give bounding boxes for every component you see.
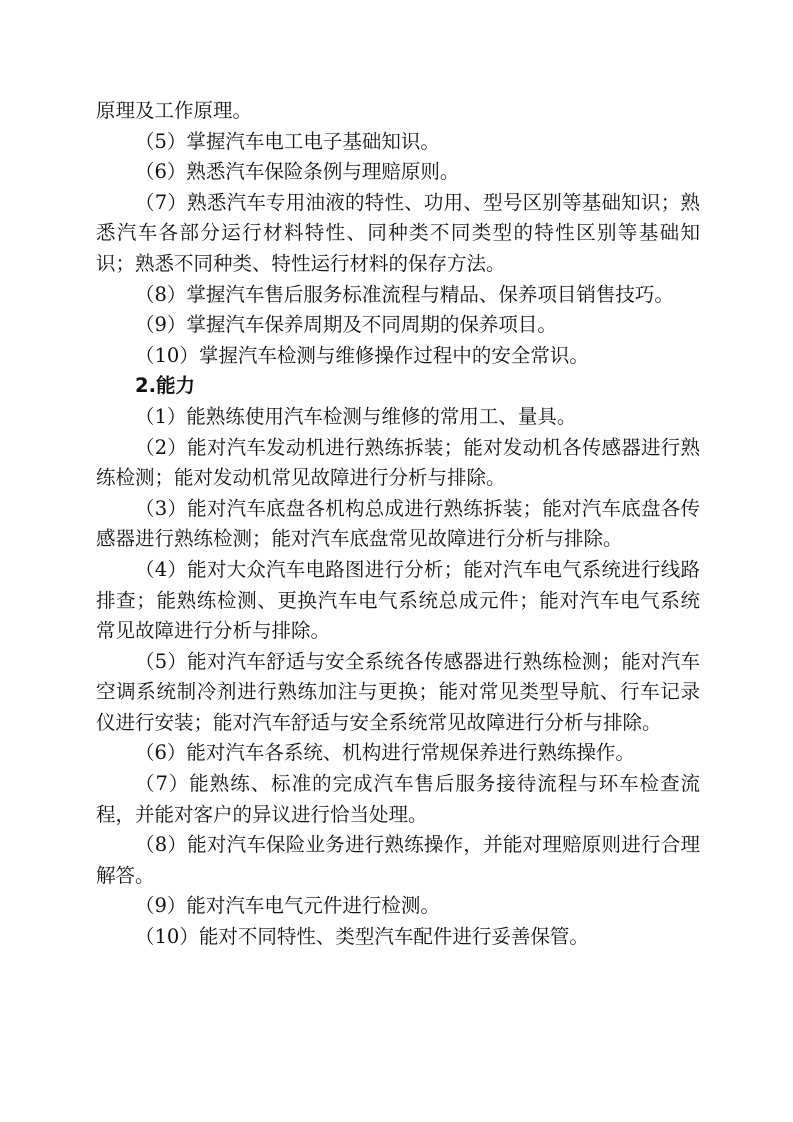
ability-item-10: （10）能对不同特性、类型汽车配件进行妥善保管。 [135,925,589,949]
ability-item-9: （9）能对汽车电气元件进行检测。 [135,894,440,918]
knowledge-item-7: （7）熟悉汽车专用油液的特性、功用、型号区别等基础知识；熟悉汽车各部分运行材料特性、同种类不同类型的特性区别等基础知识；熟悉不同种类、特性运行材料的保存方法。 [96,190,700,275]
ability-item-1: （1）能熟练使用汽车检测与维修的常用工、量具。 [135,404,577,428]
knowledge-item-9: （9）掌握汽车保养周期及不同周期的保养项目。 [135,313,557,337]
section-heading-ability: 2.能力 [135,374,195,398]
knowledge-item-8: （8）掌握汽车售后服务标准流程与精品、保养项目销售技巧。 [135,282,674,306]
ability-item-8: （8）能对汽车保险业务进行熟练操作，并能对理赔原则进行合理解答。 [96,833,700,887]
knowledge-item-10: （10）掌握汽车检测与维修操作过程中的安全常识。 [135,343,589,367]
ability-item-4: （4）能对大众汽车电路图进行分析；能对汽车电气系统进行线路排查；能熟练检测、更换汽车电气系统总成元件；能对汽车电气系统常见故障进行分析与排除。 [96,557,700,643]
ability-item-2: （2）能对汽车发动机进行熟练拆装；能对发动机各传感器进行熟练检测；能对发动机常见故障进行分析与排除。 [96,435,700,490]
continued-paragraph: 原理及工作原理。 [96,99,253,122]
knowledge-item-6: （6）熟悉汽车保险条例与理赔原则。 [135,160,460,184]
ability-item-6: （6）能对汽车各系统、机构进行常规保养进行熟练操作。 [135,741,635,765]
ability-item-5: （5）能对汽车舒适与安全系统各传感器进行熟练检测；能对汽车空调系统制冷剂进行熟练加注与更换；能对常见类型导航、行车记录仪进行安装；能对汽车舒适与安全系统常见故障进行分析与排除。 [96,649,700,734]
document-page [96,96,700,953]
ability-item-7: （7）能熟练、标准的完成汽车售后服务接待流程与环车检查流程，并能对客户的异议进行恰当处理。 [96,772,700,826]
knowledge-item-5: （5）掌握汽车电工电子基础知识。 [135,129,440,153]
ability-item-3: （3）能对汽车底盘各机构总成进行熟练拆装；能对汽车底盘各传感器进行熟练检测；能对汽车底盘常见故障进行分析与排除。 [96,496,700,551]
